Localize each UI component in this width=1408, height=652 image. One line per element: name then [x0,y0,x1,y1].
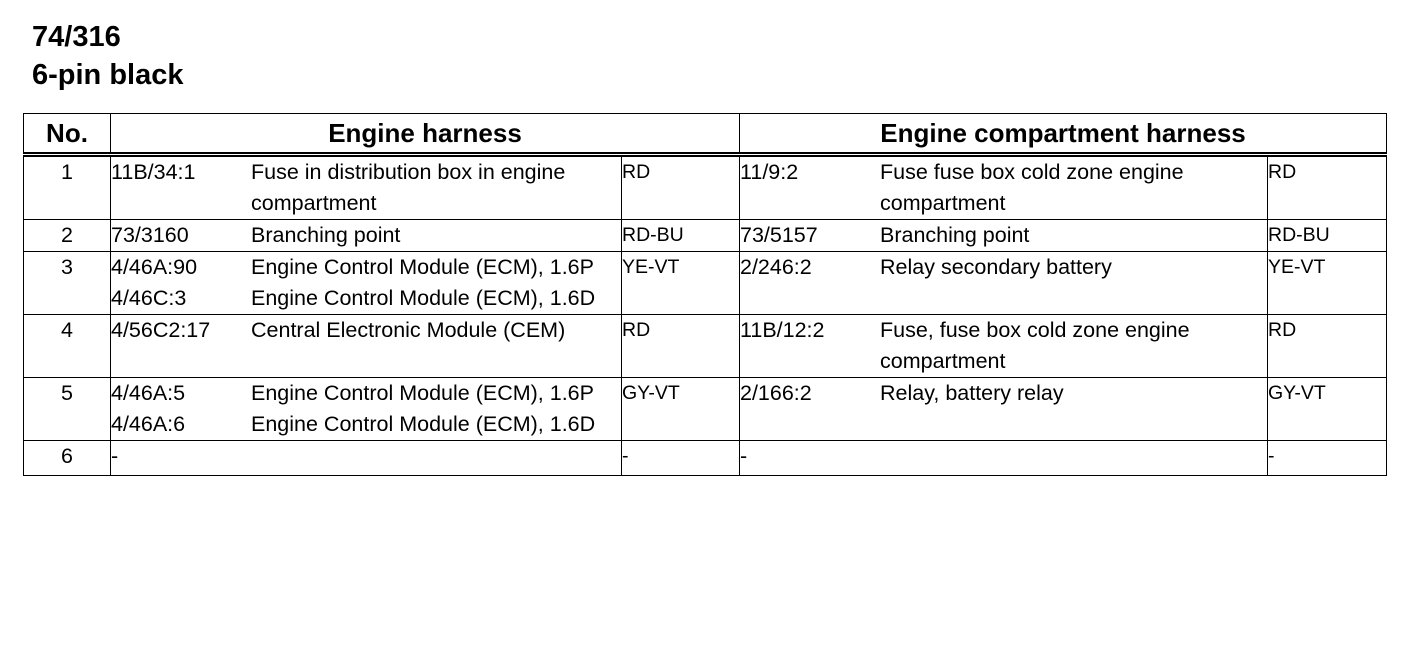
component-code: - [740,444,748,468]
entry [740,441,1267,472]
pin-number: 1 [24,155,111,220]
entry [740,315,1267,377]
component-description: Engine Control Module (ECM), 1.6D [251,412,596,436]
pin-number: 3 [24,252,111,315]
engine-harness-cell [111,155,622,220]
component-description: Relay secondary battery [880,255,1112,279]
pinout-table [23,113,1387,476]
wire-color: - [622,441,740,476]
component-description: Branching point [251,223,401,247]
wire-color: GY-VT [1268,378,1387,441]
component-description [880,441,1267,472]
compartment-harness-cell [740,441,1268,476]
pin-number: 5 [24,378,111,441]
entry [111,315,621,346]
component-code: 73/3160 [111,223,189,247]
table-row [24,220,1387,252]
compartment-harness-cell [740,155,1268,220]
pin-number: 2 [24,220,111,252]
table-row [24,315,1387,378]
table-row [24,441,1387,476]
component-description: Relay, battery relay [880,381,1064,405]
entry [111,157,621,219]
compartment-harness-cell [740,378,1268,441]
engine-harness-cell [111,220,622,252]
component-code: 4/46A:90 [111,255,198,279]
component-description: Fuse, fuse box cold zone engine compartment [880,318,1190,373]
engine-harness-cell [111,378,622,441]
entry [740,220,1267,251]
compartment-harness-cell [740,252,1268,315]
entry [740,252,1267,283]
wire-color: GY-VT [622,378,740,441]
wire-color: RD [622,315,740,378]
table-row [24,155,1387,220]
engine-harness-cell [111,441,622,476]
wire-color: RD [1268,315,1387,378]
entry [111,283,621,314]
entry [111,252,621,283]
component-code: 4/46A:6 [111,412,186,436]
wire-color: RD [1268,155,1387,220]
entry [111,220,621,251]
component-description: Fuse in distribution box in engine compartment [251,160,566,215]
header-engine-harness: Engine harness [111,114,740,155]
component-code: - [111,444,119,468]
wire-color: RD-BU [1268,220,1387,252]
wire-color: RD [622,155,740,220]
component-code: 73/5157 [740,223,818,247]
entry [111,409,621,440]
component-description: Central Electronic Module (CEM) [251,318,566,342]
entry [111,378,621,409]
header-engine-compartment-harness: Engine compartment harness [740,114,1387,155]
component-code: 2/166:2 [740,381,812,405]
engine-harness-cell [111,315,622,378]
component-description: Engine Control Module (ECM), 1.6P [251,381,594,405]
component-description: Engine Control Module (ECM), 1.6P [251,255,594,279]
pin-number: 6 [24,441,111,476]
entry [740,378,1267,409]
component-code: 4/56C2:17 [111,318,211,342]
wire-color: YE-VT [622,252,740,315]
component-description [251,441,621,472]
component-code: 2/246:2 [740,255,812,279]
component-description: Fuse fuse box cold zone engine compartment [880,160,1184,215]
wire-color: RD-BU [622,220,740,252]
compartment-harness-cell [740,220,1268,252]
wire-color: YE-VT [1268,252,1387,315]
component-code: 11B/12:2 [740,318,825,342]
connector-description: 6-pin black [32,59,184,91]
component-description: Branching point [880,223,1030,247]
table-header-row [24,114,1387,155]
wire-color: - [1268,441,1387,476]
pin-number: 4 [24,315,111,378]
page-title [32,18,184,94]
table-row [24,378,1387,441]
entry [740,157,1267,219]
component-code: 11B/34:1 [111,160,196,184]
engine-harness-cell [111,252,622,315]
connector-id: 74/316 [32,21,121,53]
table-row [24,252,1387,315]
header-no: No. [24,114,111,155]
entry [111,441,621,472]
component-code: 4/46A:5 [111,381,186,405]
component-code: 11/9:2 [740,160,799,184]
compartment-harness-cell [740,315,1268,378]
component-code: 4/46C:3 [111,286,187,310]
component-description: Engine Control Module (ECM), 1.6D [251,286,596,310]
